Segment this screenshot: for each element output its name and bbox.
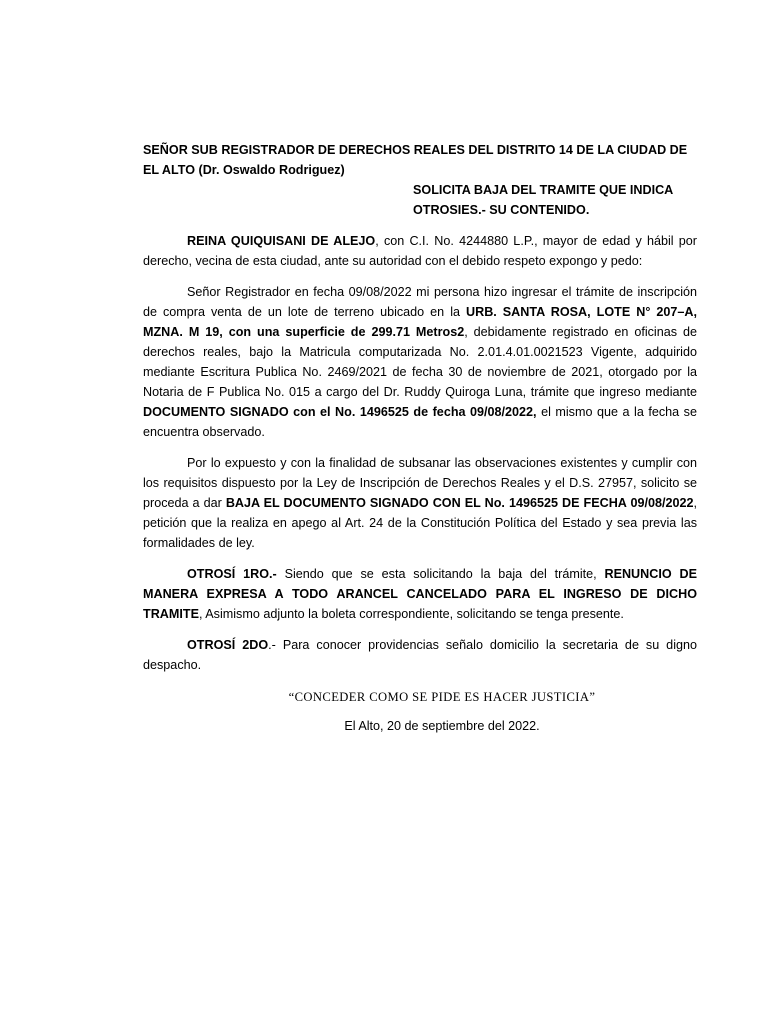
otrosi-1-label: OTROSÍ 1RO.- bbox=[187, 567, 277, 581]
otrosi-2-text: .- Para conocer providencias señalo domicilio la secretaria de su digno despacho. bbox=[143, 638, 698, 672]
subject-line-1: SOLICITA BAJA DEL TRAMITE QUE INDICA bbox=[413, 183, 674, 197]
document-body bbox=[143, 140, 697, 736]
otrosi-1-text-1: Siendo que se esta solicitando la baja del trámite, bbox=[276, 567, 605, 581]
otrosi-1-bold: RENUNCIO DE MANERA EXPRESA A TODO ARANCEL CANCELADO PARA EL INGRESO DE DICHO TRAMITE bbox=[143, 567, 697, 621]
paragraph-otrosi-1 bbox=[143, 564, 697, 624]
paragraph-request bbox=[143, 453, 697, 553]
facts-bold-1: URB. SANTA ROSA, LOTE N° 207–A, MZNA. M 19, con una superficie de 299.71 Metros2 bbox=[143, 305, 697, 339]
paragraph-otrosi-2 bbox=[143, 635, 697, 675]
applicant-name: REINA QUIQUISANI DE ALEJO bbox=[187, 234, 376, 248]
facts-text-2: , debidamente registrado en oficinas de derechos reales, bajo la Matricula computarizada No. 2.01.4.01.0021523 Vigente, adquirido mediante Escritura Publica No. 2469/2021 de fecha 30 de noviembre de 2021, otorgado por la Notaria de F Publica No. 015 a cargo del Dr. Ruddy Quiroga Luna, trámite que ingreso mediante bbox=[143, 325, 697, 399]
paragraph-facts bbox=[143, 282, 697, 442]
facts-text-3: el mismo que a la fecha se encuentra observado. bbox=[143, 405, 697, 439]
justice-motto: “CONCEDER COMO SE PIDE ES HACER JUSTICIA” bbox=[288, 690, 596, 704]
request-text-1: Por lo expuesto y con la finalidad de subsanar las observaciones existentes y cumplir con los requisitos dispuesto por la Ley de Inscripción de Derechos Reales y el D.S. 27957, solicito se proceda a dar bbox=[143, 456, 697, 510]
applicant-text: , con C.I. No. 4244880 L.P., mayor de edad y hábil por derecho, vecina de esta ciudad, ante su autoridad con el debido respeto expongo y pedo: bbox=[143, 234, 697, 268]
place-and-date: El Alto, 20 de septiembre del 2022. bbox=[344, 719, 540, 733]
otrosi-2-label: OTROSÍ 2DO bbox=[187, 638, 269, 652]
paragraph-applicant bbox=[143, 231, 697, 271]
otrosi-1-text-2: , Asimismo adjunto la boleta correspondiente, solicitando se tenga presente. bbox=[198, 607, 624, 621]
request-bold-1: BAJA EL DOCUMENTO SIGNADO CON EL No. 1496525 DE FECHA 09/08/2022 bbox=[225, 496, 694, 510]
addressee-heading: SEÑOR SUB REGISTRADOR DE DERECHOS REALES DEL DISTRITO 14 DE LA CIUDAD DE EL ALTO (Dr. Oswaldo Rodriguez) bbox=[143, 143, 688, 177]
facts-bold-2: DOCUMENTO SIGNADO con el No. 1496525 de fecha 09/08/2022, bbox=[143, 405, 537, 419]
request-text-2: , petición que la realiza en apego al Art. 24 de la Constitución Política del Estado y sea previa las formalidades de ley. bbox=[143, 496, 697, 550]
facts-text-1: Señor Registrador en fecha 09/08/2022 mi persona hizo ingresar el trámite de inscripción de compra venta de un lote de terreno ubicado en la bbox=[143, 285, 697, 319]
subject-line-2: OTROSIES.- SU CONTENIDO. bbox=[413, 203, 590, 217]
